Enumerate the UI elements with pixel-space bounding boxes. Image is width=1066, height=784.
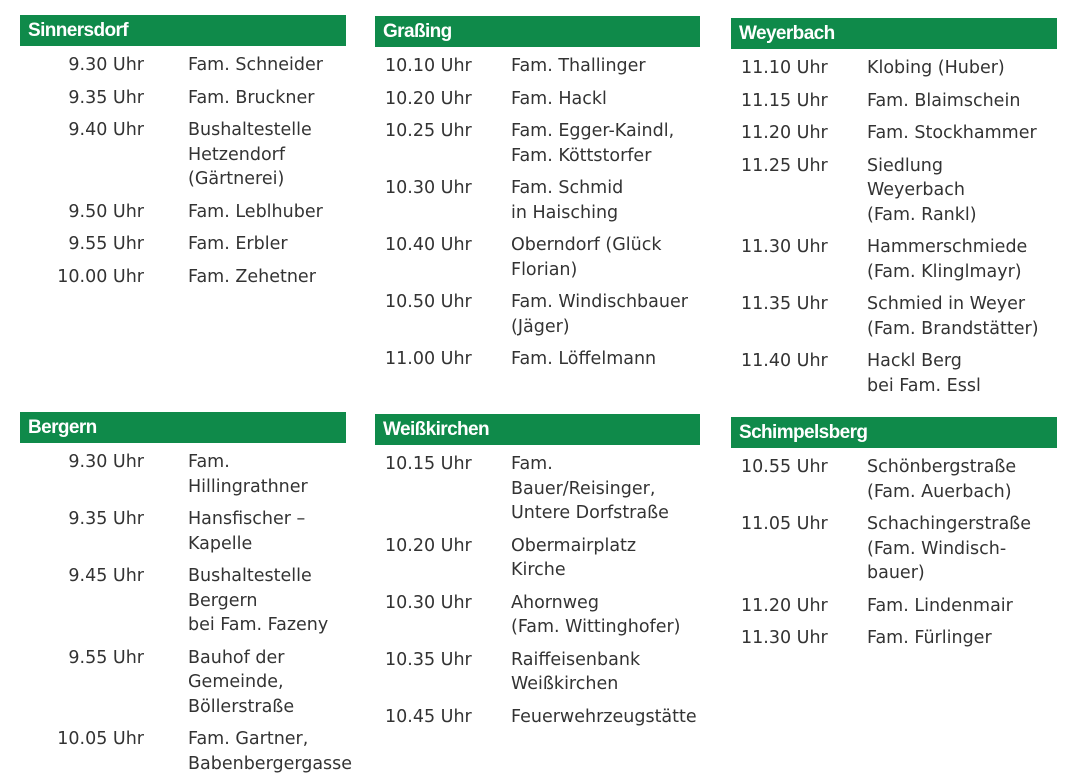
stop-time: 10.00 Uhr <box>57 266 144 287</box>
schedule-row <box>375 648 700 697</box>
section-weisskirchen <box>375 414 700 737</box>
schedule-row <box>375 534 700 583</box>
stop-place: Hackl Berg bei Fam. Essl <box>867 351 981 396</box>
section-header: Weißkirchen <box>375 414 700 445</box>
schedule-row <box>375 87 700 112</box>
stop-time: 10.30 Uhr <box>385 178 472 198</box>
stop-time: 11.15 Uhr <box>741 90 828 111</box>
stop-place: Fam. Gartner, Babenbergergasse <box>188 729 353 774</box>
stop-place: Bushaltestelle Bergern bei Fam. Fazeny <box>188 566 329 635</box>
stop-place: Fam. Schneider <box>188 55 323 75</box>
schedule-row <box>731 455 1057 504</box>
stop-time: 11.30 Uhr <box>741 237 828 257</box>
stop-time: 10.45 Uhr <box>385 706 472 727</box>
schedule-list <box>20 53 346 289</box>
schedule-row <box>731 626 1057 651</box>
stop-place: Bauhof der Gemeinde, Böllerstraße <box>188 647 295 717</box>
schedule-row <box>20 450 346 499</box>
stop-place: Fam. Schmid in Haisching <box>511 178 624 223</box>
stop-time: 11.25 Uhr <box>741 155 828 176</box>
stop-place: Fam. Stockhammer <box>867 123 1037 143</box>
stop-time: 11.30 Uhr <box>741 628 828 648</box>
stop-time: 10.15 Uhr <box>385 454 472 474</box>
stop-place: Schachingerstraße (Fam. Windisch- bauer) <box>867 514 1031 583</box>
schedule-row <box>375 290 700 339</box>
stop-time: 10.50 Uhr <box>385 292 472 312</box>
stop-time: 11.20 Uhr <box>741 595 828 616</box>
stop-time: 11.40 Uhr <box>741 351 828 371</box>
schedule-row <box>731 121 1057 146</box>
stop-time: 10.20 Uhr <box>385 88 472 109</box>
schedule-row <box>375 705 700 730</box>
stop-place: Klobing (Huber) <box>867 58 1005 78</box>
schedule-row <box>731 235 1057 284</box>
schedule-row <box>731 512 1057 586</box>
stop-place: Fam. Windischbauer (Jäger) <box>511 292 688 337</box>
schedule-row <box>20 86 346 111</box>
stop-time: 10.30 Uhr <box>385 592 472 613</box>
section-grassing <box>375 16 700 380</box>
schedule-list <box>375 452 700 729</box>
stop-place: Fam. Blaimschein <box>867 90 1021 111</box>
section-header: Sinnersdorf <box>20 15 346 46</box>
schedule-row <box>375 591 700 640</box>
schedule-row <box>375 452 700 526</box>
stop-time: 10.10 Uhr <box>385 56 472 76</box>
stop-time: 9.30 Uhr <box>68 55 144 75</box>
stop-place: Fam. Hackl <box>511 88 607 109</box>
stop-place: Obermairplatz Kirche <box>511 535 637 580</box>
stop-place: Fam. Fürlinger <box>867 628 992 648</box>
schedule-row <box>375 347 700 372</box>
stop-place: Fam. Lindenmair <box>867 595 1013 616</box>
schedule-row <box>375 176 700 225</box>
schedule-row <box>20 727 353 776</box>
schedule-row <box>20 564 346 638</box>
schedule-row <box>20 53 346 78</box>
stop-time: 11.10 Uhr <box>741 58 828 78</box>
schedule-row <box>20 646 346 720</box>
schedule-list <box>20 450 353 776</box>
schedule-list <box>731 455 1057 651</box>
schedule-list <box>375 54 700 372</box>
section-header: Schimpelsberg <box>731 417 1057 448</box>
section-bergern <box>20 412 353 784</box>
section-header: Weyerbach <box>731 18 1057 49</box>
stop-place: Hansfischer – Kapelle <box>188 509 306 554</box>
stop-place: Oberndorf (Glück Florian) <box>511 235 662 280</box>
schedule-row <box>731 154 1057 228</box>
schedule-row <box>375 119 700 168</box>
stop-place: Bushaltestelle Hetzendorf (Gärtnerei) <box>188 120 312 189</box>
schedule-row <box>20 265 346 290</box>
stop-time: 9.35 Uhr <box>68 87 144 108</box>
stop-place: Fam. Erbler <box>188 234 288 254</box>
stop-time: 9.35 Uhr <box>68 509 144 529</box>
stop-time: 11.00 Uhr <box>385 349 472 369</box>
stop-time: 10.40 Uhr <box>385 235 472 255</box>
stop-time: 10.55 Uhr <box>741 457 828 477</box>
schedule-row <box>20 507 346 556</box>
stop-place: Fam. Bauer/Reisinger, Untere Dorfstraße <box>511 454 669 523</box>
schedule-row <box>375 54 700 79</box>
stop-time: 10.20 Uhr <box>385 535 472 556</box>
section-sinnersdorf <box>20 15 346 297</box>
schedule-row <box>375 233 700 282</box>
stop-place: Fam. Hillingrathner <box>188 452 308 497</box>
stop-time: 10.05 Uhr <box>57 729 144 749</box>
section-header: Bergern <box>20 412 346 443</box>
stop-place: Fam. Thallinger <box>511 56 646 76</box>
schedule-row <box>731 89 1057 114</box>
stop-time: 11.20 Uhr <box>741 123 828 143</box>
stop-place: Fam. Löffelmann <box>511 349 657 369</box>
stop-place: Fam. Zehetner <box>188 266 316 287</box>
schedule-row <box>20 118 346 192</box>
stop-place: Ahornweg (Fam. Wittinghofer) <box>511 592 681 637</box>
section-weyerbach <box>731 18 1057 406</box>
section-schimpelsberg <box>731 417 1057 659</box>
stop-place: Feuerwehrzeugstätte <box>511 706 697 727</box>
schedule-list <box>731 56 1057 398</box>
schedule-row <box>731 594 1057 619</box>
stop-place: Fam. Leblhuber <box>188 201 323 222</box>
stop-time: 11.35 Uhr <box>741 294 828 314</box>
stop-time: 10.25 Uhr <box>385 121 472 141</box>
stop-place: Fam. Egger-Kaindl, Fam. Köttstorfer <box>511 121 675 166</box>
stop-place: Schönbergstraße (Fam. Auerbach) <box>867 457 1017 502</box>
stop-time: 9.50 Uhr <box>68 201 144 222</box>
stop-time: 9.55 Uhr <box>68 234 144 254</box>
schedule-row <box>20 200 346 225</box>
schedule-row <box>731 56 1057 81</box>
stop-time: 9.40 Uhr <box>68 120 144 140</box>
stop-place: Siedlung Weyerbach (Fam. Rankl) <box>867 155 977 225</box>
schedule-row <box>731 349 1057 398</box>
section-header: Graßing <box>375 16 700 47</box>
stop-time: 10.35 Uhr <box>385 649 472 670</box>
stop-time: 11.05 Uhr <box>741 514 828 534</box>
stop-place: Raiffeisenbank Weißkirchen <box>511 649 641 694</box>
stop-time: 9.30 Uhr <box>68 452 144 472</box>
stop-place: Schmied in Weyer (Fam. Brandstätter) <box>867 294 1039 339</box>
stop-place: Fam. Bruckner <box>188 87 315 108</box>
stop-place: Hammerschmiede (Fam. Klinglmayr) <box>867 237 1028 282</box>
schedule-row <box>731 292 1057 341</box>
stop-time: 9.45 Uhr <box>68 566 144 586</box>
stop-time: 9.55 Uhr <box>68 647 144 668</box>
schedule-row <box>20 232 346 257</box>
